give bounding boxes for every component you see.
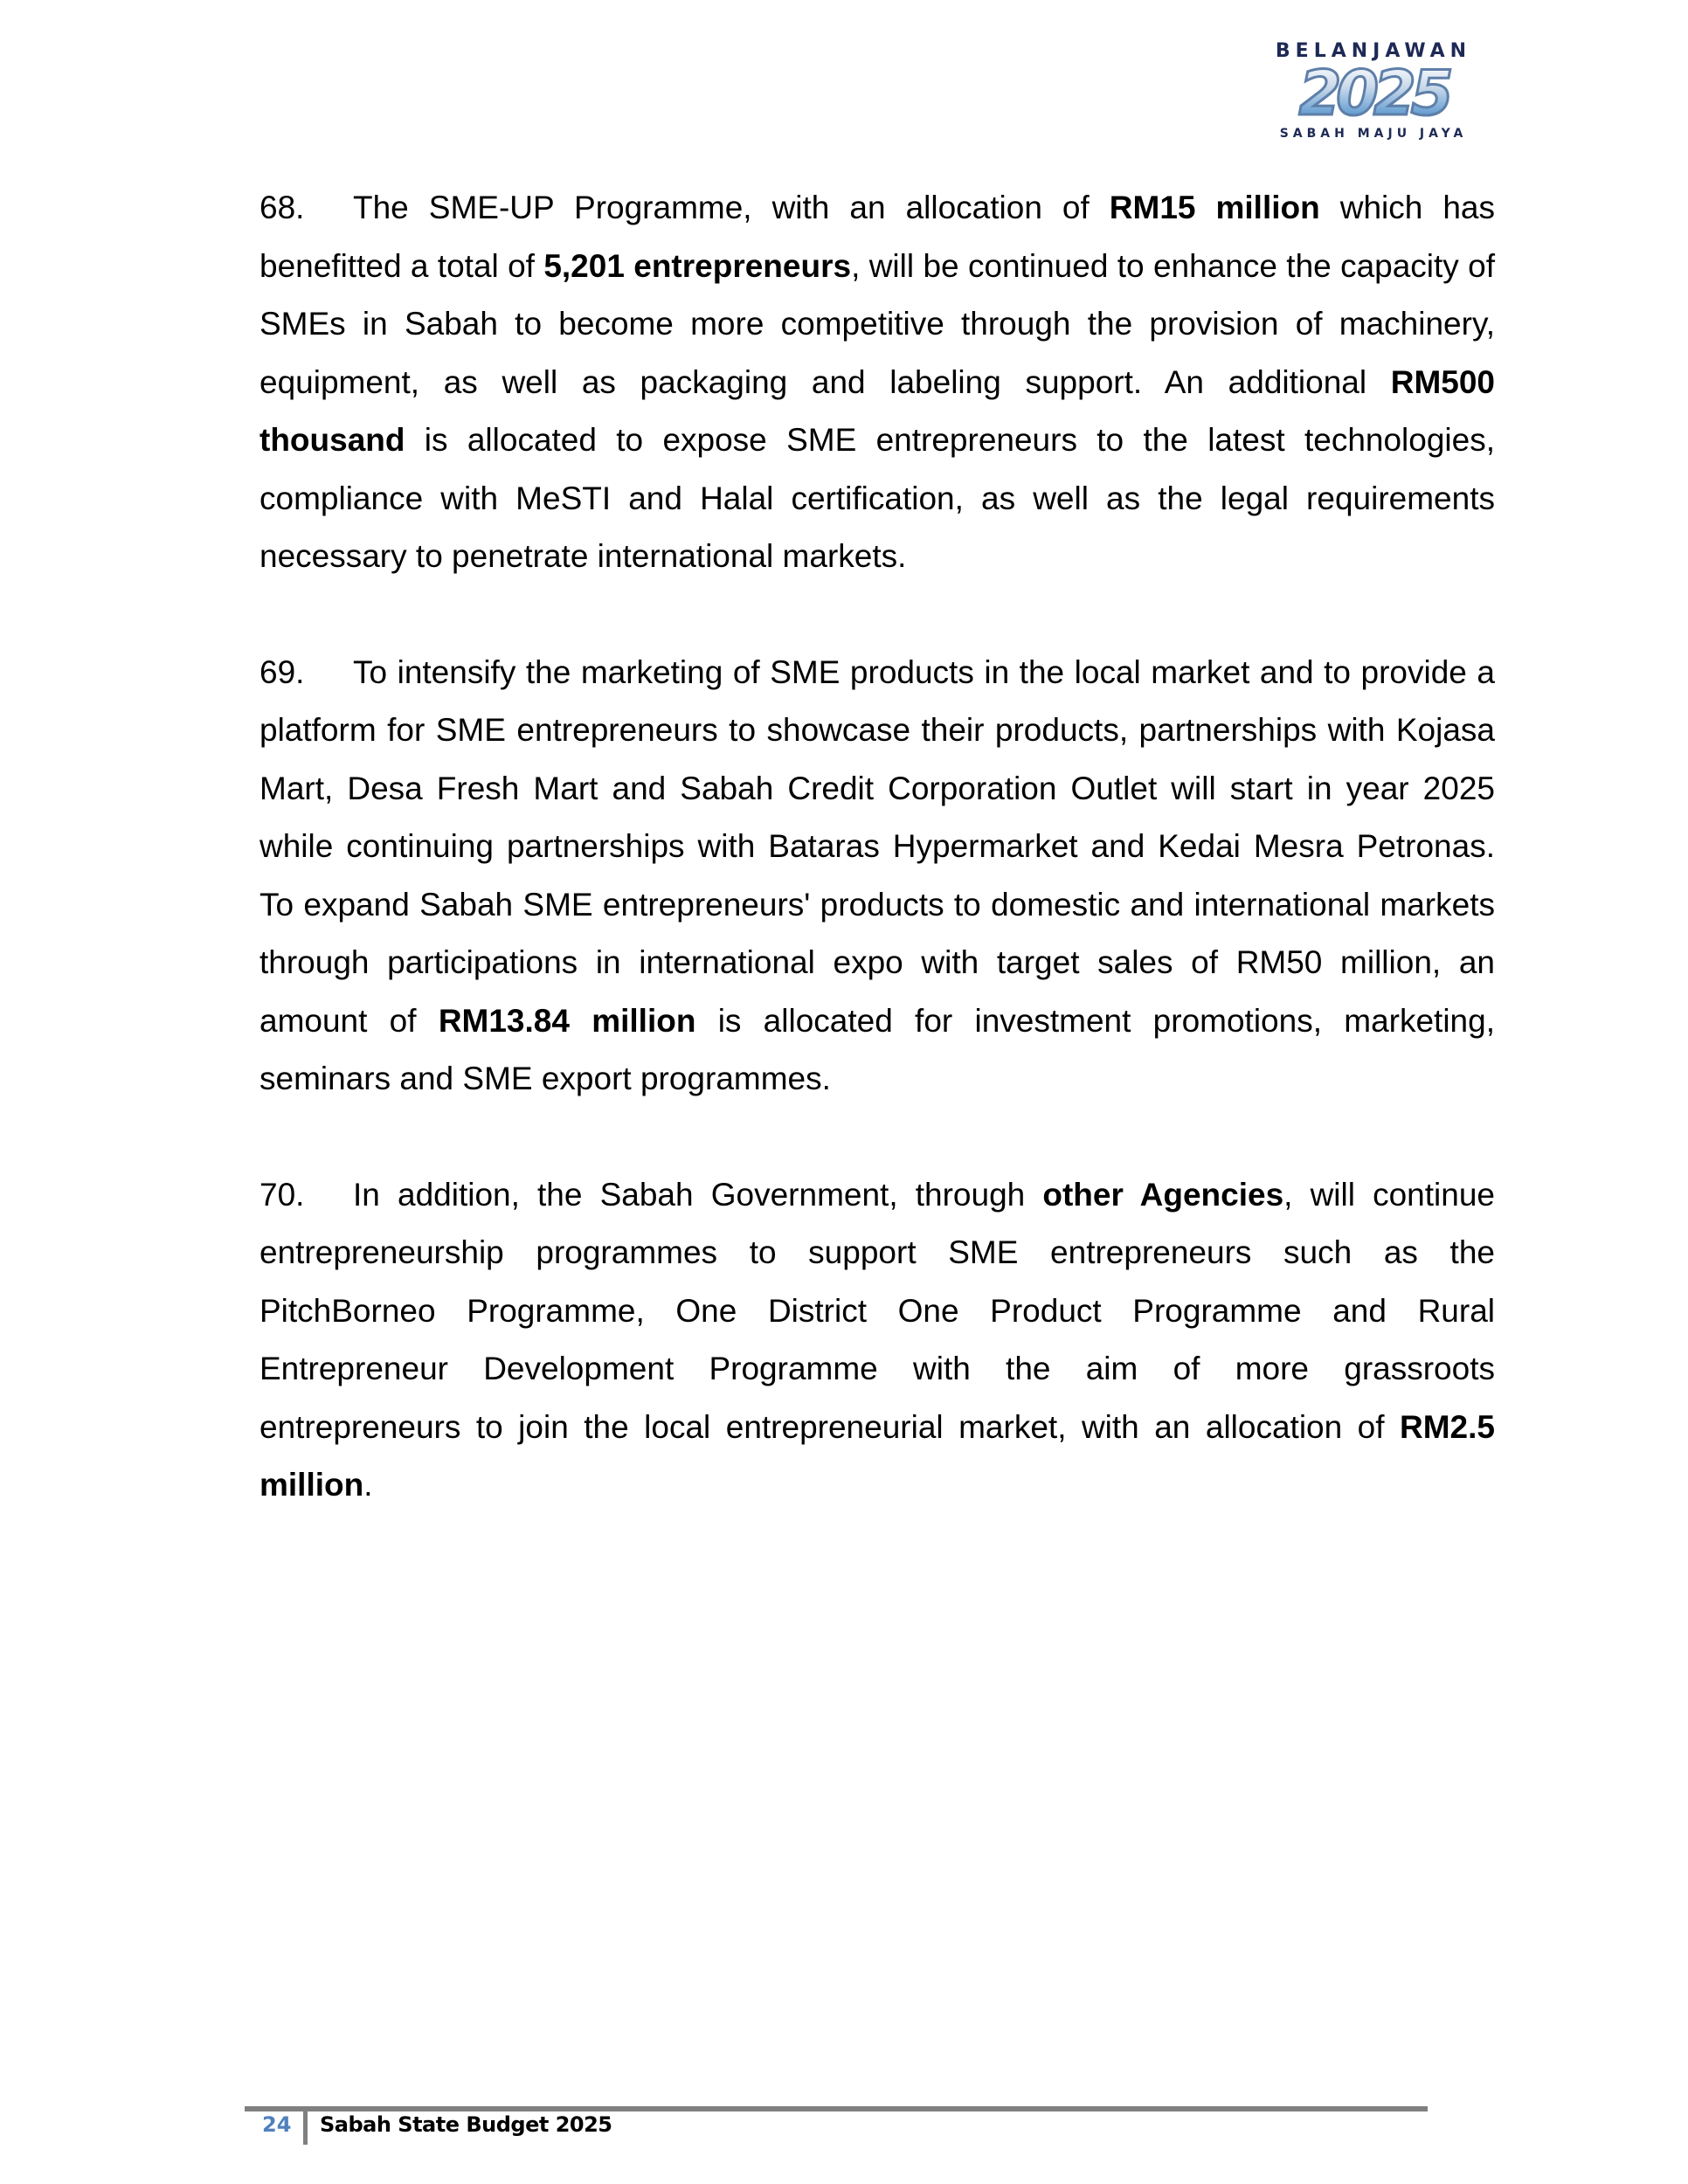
paragraph-70: 70. In addition, the Sabah Government, through other Agencies, will continue entrepreneurship programmes to support SME entrepreneurs such as the PitchBorneo Programme, One District One Product Programme and Rural Entrepreneur Development Programme with the aim of more grassroots entrepreneurs to join the local entrepreneurial market, with an allocation of RM2.5 million. [259,1166,1495,1515]
budget-2025-logo [1251,35,1496,153]
footer-rule [245,2106,1428,2111]
beneficiaries-highlight: 5,201 entrepreneurs [543,247,852,284]
document-body [259,179,1495,1572]
paragraph-number: 69. [259,653,305,690]
amount-highlight: RM13.84 million [438,1002,696,1039]
paragraph-number: 70. [259,1176,305,1213]
paragraph-number: 68. [259,190,305,225]
logo-tagline: SABAH MAJU JAYA [1279,127,1468,141]
footer-divider [303,2106,308,2145]
agencies-highlight: other Agencies [1042,1176,1284,1213]
page-number: 24 [262,2112,292,2137]
amount-highlight: RM2.5 million [259,1408,1495,1503]
footer-title: Sabah State Budget 2025 [320,2112,612,2137]
paragraph-68: 68. The SME-UP Programme, with an allocation of RM15 million which has benefitted a total of 5,201 entrepreneurs, will be continued to enhance the capacity of SMEs in Sabah to become more competitive through the provision of machinery, equipment, as well as packaging and labeling support. An additional RM500 thousand is allocated to expose SME entrepreneurs to the latest technologies, compliance with MeSTI and Halal certification, as well as the legal requirements necessary to penetrate international markets. [259,179,1495,586]
paragraph-69: 69. To intensify the marketing of SME products in the local market and to provide a platform for SME entrepreneurs to showcase their products, partnerships with Kojasa Mart, Desa Fresh Mart and Sabah Credit Corporation Outlet will start in year 2025 while continuing partnerships with Bataras Hypermarket and Kedai Mesra Petronas. To expand Sabah SME entrepreneurs' products to domestic and international markets through participations in international expo with target sales of RM50 million, an amount of RM13.84 million is allocated for investment promotions, marketing, seminars and SME export programmes. [259,644,1495,1109]
logo-top-text: BELANJAWAN [1275,40,1472,62]
amount-highlight: RM15 million [1109,190,1320,225]
amount-highlight: RM500 thousand [259,363,1495,458]
logo-year: 2025 [1251,62,1496,125]
